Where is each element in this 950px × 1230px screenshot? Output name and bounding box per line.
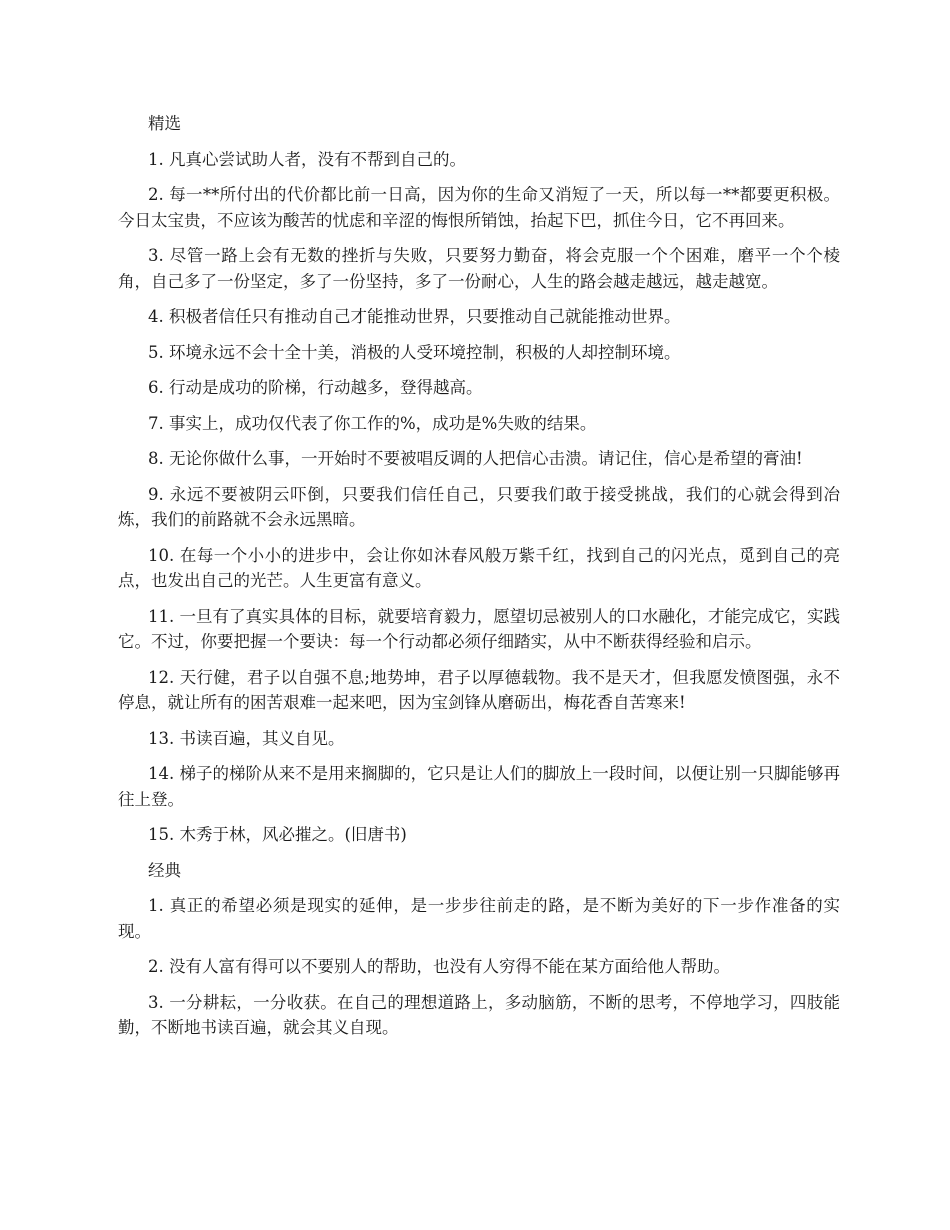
section-heading-featured: 精选 [148, 114, 181, 133]
quote-paragraph: 15. 木秀于林，风必摧之。(旧唐书) [148, 825, 407, 844]
quote-paragraph: 6. 行动是成功的阶梯，行动越多，登得越高。 [148, 378, 483, 397]
quote-paragraph: 14. 梯子的梯阶从来不是用来搁脚的，它只是让人们的脚放上一段时间，以便让别一只脚能够再往上登。 [118, 764, 840, 809]
quote-paragraph: 9. 永远不要被阴云吓倒，只要我们信任自己，只要我们敢于接受挑战，我们的心就会得到冶炼，我们的前路就不会永远黑暗。 [118, 484, 840, 529]
quote-paragraph: 10. 在每一个小小的进步中，会让你如沐春风般万紫千红，找到自己的闪光点，觅到自己的亮点，也发出自己的光芒。人生更富有意义。 [118, 545, 840, 590]
quote-paragraph: 2. 每一**所付出的代价都比前一日高，因为你的生命又消短了一天，所以每一**都要更积极。今日太宝贵，不应该为酸苦的忧虑和辛涩的悔恨所销蚀，抬起下巴，抓住今日，它不再回来。 [118, 185, 840, 230]
quote-paragraph: 12. 天行健，君子以自强不息;地势坤，君子以厚德载物。我不是天才，但我愿发愤图强，永不停息，就让所有的困苦艰难一起来吧，因为宝剑锋从磨砺出，梅花香自苦寒来! [118, 667, 840, 712]
quote-paragraph: 4. 积极者信任只有推动自己才能推动世界，只要推动自己就能推动世界。 [148, 307, 681, 326]
quote-paragraph: 13. 书读百遍，其义自见。 [148, 728, 345, 748]
quote-paragraph: 3. 一分耕耘，一分收获。在自己的理想道路上，多动脑筋，不断的思考，不停地学习，四肢能勤，不断地书读百遍，就会其义自现。 [118, 992, 840, 1037]
quote-paragraph: 2. 没有人富有得可以不要别人的帮助，也没有人穷得不能在某方面给他人帮助。 [148, 957, 730, 976]
quote-paragraph: 1. 真正的希望必须是现实的延伸，是一步步往前走的路，是不断为美好的下一步作准备的实现。 [118, 896, 840, 941]
quote-paragraph: 7. 事实上，成功仅代表了你工作的%，成功是%失败的结果。 [148, 413, 597, 433]
quote-paragraph: 3. 尽管一路上会有无数的挫折与失败，只要努力勤奋，将会克服一个个困难，磨平一个个棱角，自己多了一份坚定，多了一份坚持，多了一份耐心，人生的路会越走越远，越走越宽。 [118, 246, 840, 291]
quote-paragraph: 1. 凡真心尝试助人者，没有不帮到自己的。 [148, 149, 466, 169]
quote-paragraph: 5. 环境永远不会十全十美，消极的人受环境控制，积极的人却控制环境。 [148, 342, 681, 362]
section-heading-classic: 经典 [148, 860, 181, 880]
quote-paragraph: 11. 一旦有了真实具体的目标，就要培育毅力，愿望切忌被别人的口水融化，才能完成它，实践它。不过，你要把握一个要诀：每一个行动都必须仔细踏实，从中不断获得经验和启示。 [118, 606, 840, 651]
quote-paragraph: 8. 无论你做什么事，一开始时不要被唱反调的人把信心击溃。请记住，信心是希望的膏油! [148, 449, 803, 468]
document-body [118, 111, 840, 1051]
